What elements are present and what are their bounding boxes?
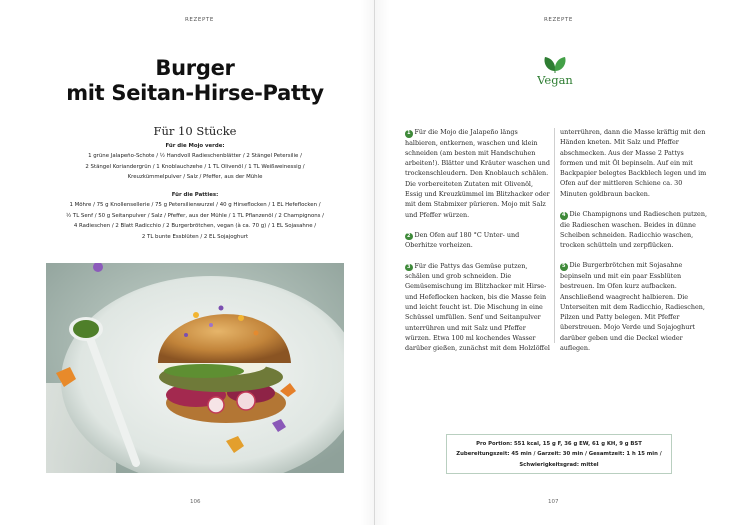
page-number: 107 (548, 499, 559, 505)
time-line: Zubereitungszeit: 45 min / Garzeit: 30 min / Gesamtzeit: 1 h 15 min / (456, 451, 662, 458)
step-3-continued (560, 127, 707, 199)
mojo-heading: Für die Mojo verde: (165, 143, 225, 149)
step-1 (405, 127, 552, 220)
patty-heading: Für die Patties: (171, 192, 219, 198)
ingredient-line: Kreuzkümmelpulver / Salz / Pfeffer, aus der Mühle (127, 174, 263, 181)
vegan-badge-text: Vegan (537, 73, 573, 87)
step-text: Den Ofen auf 180 °C Unter- und Oberhitze vorheizen. (405, 230, 520, 250)
column-divider (554, 128, 555, 343)
step-number-badge: 2 (405, 233, 413, 241)
ingredient-line: ½ TL Senf / 50 g Seitanpulver / Salz / Pfeffer, aus der Mühle / 1 TL Pflanzenöl / 2 Champignons / (65, 212, 325, 219)
step-5 (560, 260, 707, 353)
step-text: Die Champignons und Radieschen putzen, die Radieschen waschen. Beides in dünne Scheiben schneiden. Radicchio waschen, trocken schütteln und zerpflücken. (560, 210, 707, 250)
ingredient-line: 1 grüne Jalapeño-Schote / ½ Handvoll Radieschenblätter / 2 Stängel Petersilie / (88, 153, 302, 160)
page-number: 106 (190, 499, 201, 505)
section-label: REZEPTE (185, 17, 214, 23)
title-line-2: mit Seitan-Hirse-Patty (66, 81, 324, 105)
mojo-ingredients (40, 141, 350, 183)
ingredient-line: 2 Stängel Koriandergrün / 1 Knoblauchzehe / 1 TL Olivenöl / 1 TL Weißweinessig / (85, 163, 305, 170)
instructions-column-2 (560, 127, 707, 363)
recipe-title (40, 56, 350, 106)
difficulty-line: Schwierigkeitsgrad: mittel (519, 461, 599, 468)
ingredient-line: 1 Möhre / 75 g Knollensellerie / 75 g Petersilienwurzel / 40 g Hirseflocken / 1 EL Hefeflocken / (69, 202, 321, 209)
section-label: REZEPTE (544, 17, 573, 23)
step-3 (405, 261, 552, 354)
step-4 (560, 209, 707, 250)
instructions-column-1 (405, 127, 552, 364)
step-2 (405, 230, 552, 251)
ingredient-line: 4 Radieschen / 2 Blatt Radicchio / 2 Burgerbrötchen, vegan (à ca. 70 g) / 1 EL Sojasahne / (73, 223, 317, 230)
step-text: Für die Mojo die Jalapeño längs halbieren, entkernen, waschen und klein schneiden (am besten mit Handschuhen arbeiten!). Blätter und Kräuter waschen und trockenschleudern. Den Knoblauch schälen. Die vorbereiteten Zutaten mit Olivenöl, Essig und Kreuzkümmel im Blitzhacker oder mit dem Stabmixer pürieren. Mojo mit Salz und Pfeffer würzen. (405, 128, 550, 219)
patty-ingredients (40, 190, 350, 242)
step-number-badge: 3 (405, 264, 413, 272)
step-text: Für die Pattys das Gemüse putzen, schälen und grob schneiden. Die Gemüsemischung im Blitzhacker mit Hirse- und Hefeflocken hacken, bis die Masse fein und leicht feucht ist. Die Mischung in eine Schüssel umfüllen. Senf und Seitanpulver unterrühren und mit Salz und Pfeffer würzen. Etwa 100 ml kochendes Wasser darüber gießen, zunächst mit dem Holzlöffel (405, 261, 550, 353)
step-number-badge: 5 (560, 263, 568, 271)
ingredient-line: 2 TL bunte Essblüten / 2 EL Sojajoghurt (141, 233, 249, 240)
title-line-1: Burger (155, 56, 235, 80)
gutter-shadow (360, 0, 390, 525)
nutrition-line: Pro Portion: 551 kcal, 15 g F, 36 g EW, 61 g KH, 9 g BST (476, 441, 642, 447)
step-number-badge: 4 (560, 212, 568, 220)
nutrition-box (446, 434, 672, 474)
burger-photo (46, 263, 344, 473)
page-gutter (374, 0, 375, 525)
step-text: Die Burgerbrötchen mit Sojasahne bepinseln und mit ein paar Essblüten bestreuen. Im Ofen kurz aufbacken. Anschließend waagrecht halbieren. Die Unterseiten mit dem Radicchio, Radieschen, Pilzen und Patty belegen. Mit Pfeffer überstreuen. Mojo Verde und Sojajoghurt darüber geben und die Deckel wieder auflegen. (560, 261, 705, 353)
step-number-badge: 1 (405, 130, 413, 138)
servings-label: Für 10 Stücke (153, 124, 237, 138)
step-text: unterrühren, dann die Masse kräftig mit den Händen kneten. Mit Salz und Pfeffer abschmecken. Aus der Masse 2 Pattys formen und mit Öl bepinseln. Auf ein mit Backpapier belegtes Backblech legen und im Ofen auf der mittleren Schiene ca. 30 Minuten goldbraun backen. (560, 128, 707, 198)
